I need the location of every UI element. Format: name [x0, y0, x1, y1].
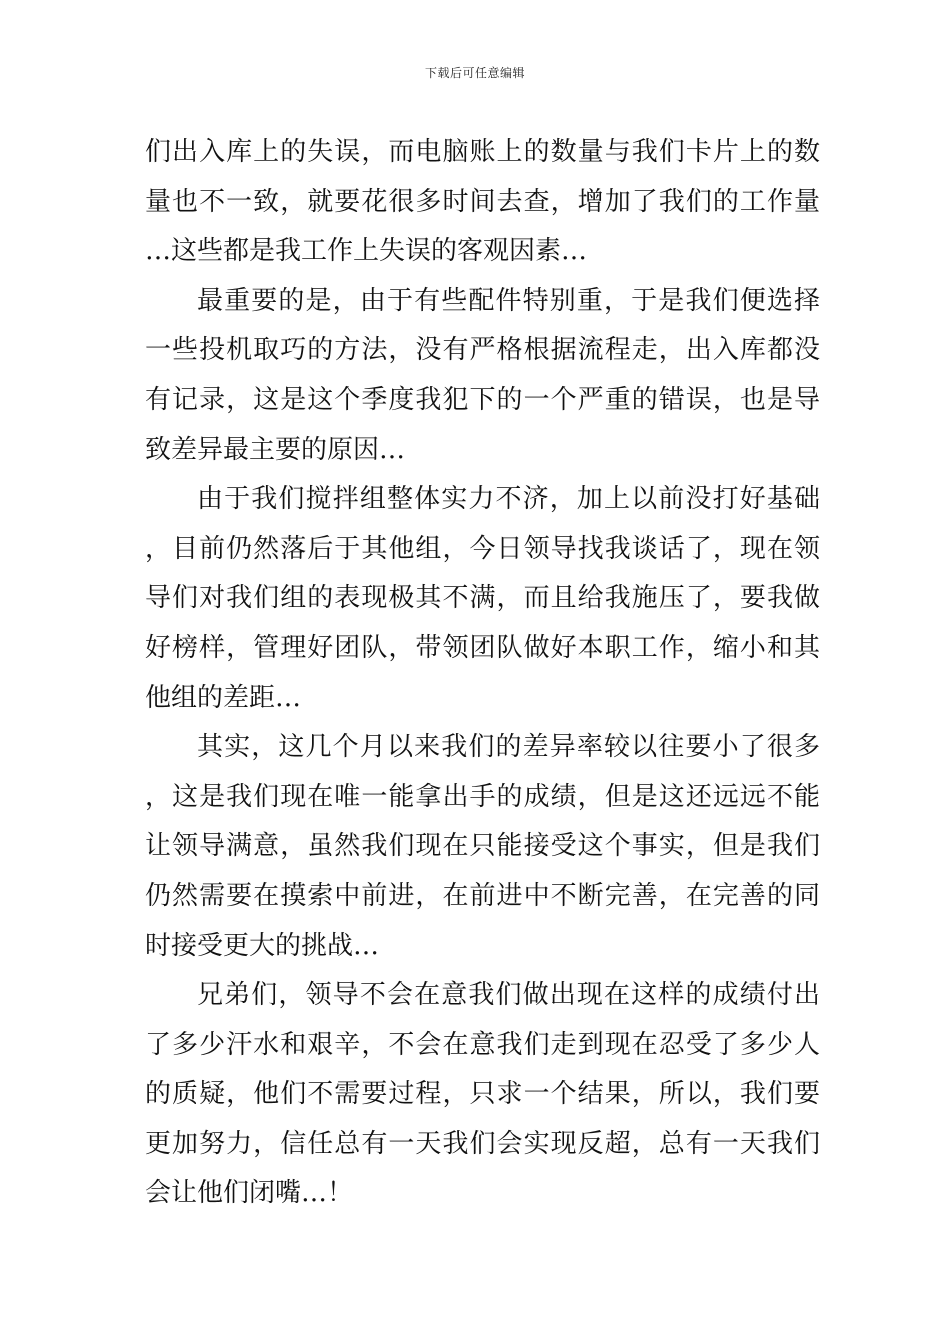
- paragraph-continuation: 们出入库上的失误，而电脑账上的数量与我们卡片上的数量也不一致，就要花很多时间去查，增加了我们的工作量…这些都是我工作上失误的客观因素…: [145, 137, 820, 267]
- paragraph: 最重要的是，由于有些配件特别重，于是我们便选择一些投机取巧的方法，没有严格根据流程走，出入库都没有记录，这是这个季度我犯下的一个严重的错误，也是导致差异最主要的原因…: [145, 285, 820, 465]
- paragraph: 由于我们搅拌组整体实力不济，加上以前没打好基础，目前仍然落后于其他组，今日领导找我谈话了，现在领导们对我们组的表现极其不满，而且给我施压了，要我做好榜样，管理好团队，带领团队做好本职工作，缩小和其他组的差距…: [145, 484, 820, 713]
- document-body: [145, 128, 820, 1219]
- paragraph: 其实，这几个月以来我们的差异率较以往要小了很多，这是我们现在唯一能拿出手的成绩，但是这还远远不能让领导满意，虽然我们现在只能接受这个事实，但是我们仍然需要在摸索中前进，在前进中不断完善，在完善的同时接受更大的挑战…: [145, 732, 820, 961]
- header-note: 下载后可任意编辑: [424, 66, 525, 80]
- paragraph: 兄弟们，领导不会在意我们做出现在这样的成绩付出了多少汗水和艰辛，不会在意我们走到现在忍受了多少人的质疑，他们不需要过程，只求一个结果，所以，我们要更加努力，信任总有一天我们会实现反超，总有一天我们会让他们闭嘴…！: [145, 980, 820, 1209]
